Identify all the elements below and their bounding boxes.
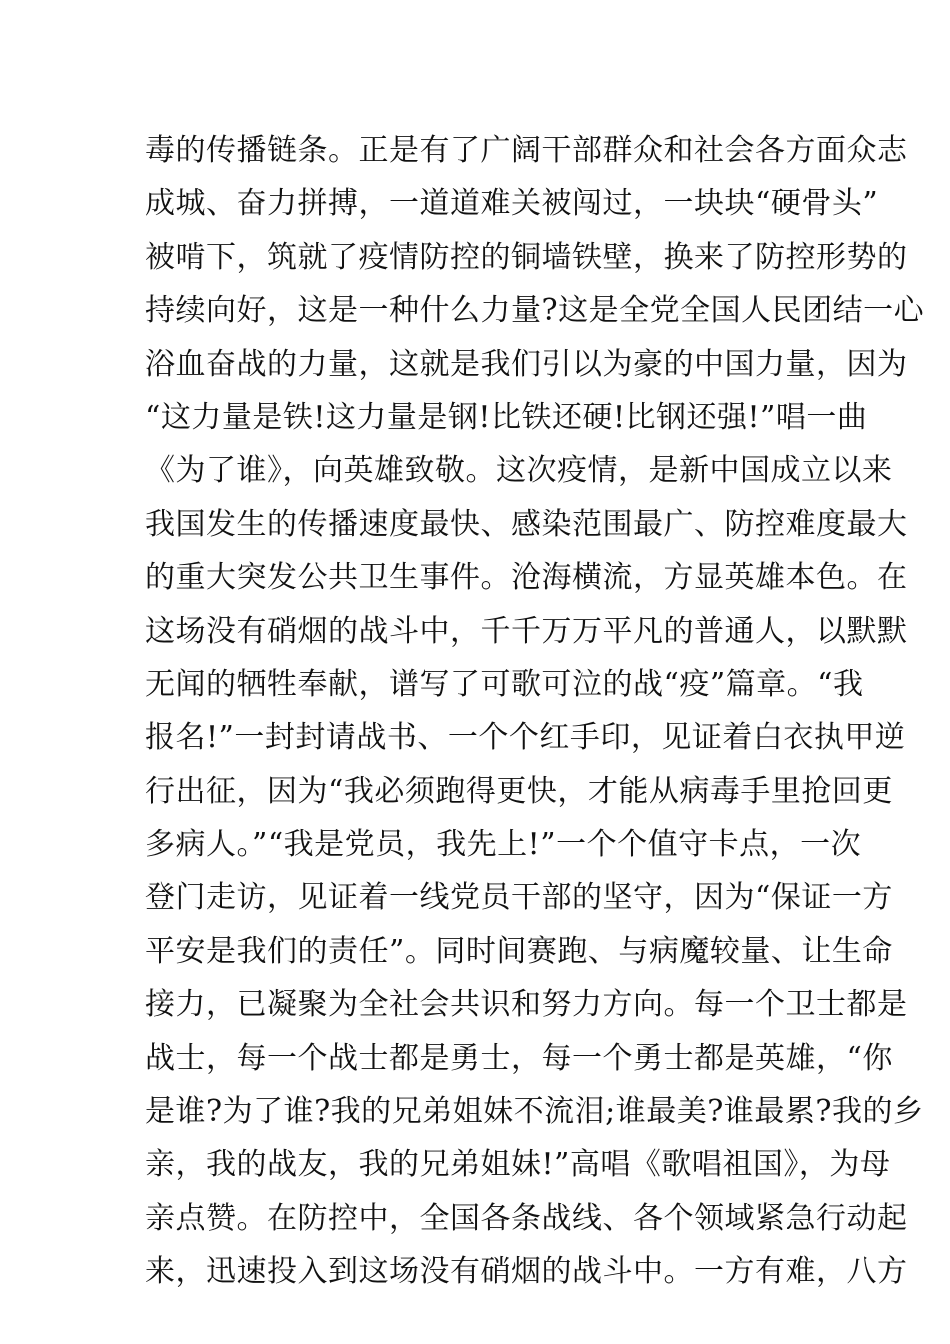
text-line: 登门走访，见证着一线党员干部的坚守，因为“保证一方 bbox=[145, 880, 893, 916]
text-line: 多病人。”“我是党员，我先上!”一个个值守卡点，一次 bbox=[145, 827, 862, 863]
text-line: “这力量是铁!这力量是钢!比铁还硬!比钢还强!”唱一曲 bbox=[145, 399, 868, 435]
text-line: 战士，每一个战士都是勇士，每一个勇士都是英雄，“你 bbox=[145, 1040, 893, 1076]
text-line: 的重大突发公共卫生事件。沧海横流，方显英雄本色。在 bbox=[145, 560, 908, 596]
text-line: 持续向好，这是一种什么力量?这是全党全国人民团结一心 bbox=[145, 293, 925, 329]
text-line: 浴血奋战的力量，这就是我们引以为豪的中国力量，因为 bbox=[145, 346, 908, 382]
text-line: 我国发生的传播速度最快、感染范围最广、防控难度最大 bbox=[145, 506, 908, 542]
body-text bbox=[145, 124, 925, 1299]
text-line: 成城、奋力拼搏，一道道难关被闯过，一块块“硬骨头” bbox=[145, 186, 879, 222]
text-line: 来，迅速投入到这场没有硝烟的战斗中。一方有难，八方 bbox=[145, 1254, 908, 1290]
text-line: 无闻的牺牲奉献，谱写了可歌可泣的战“疫”篇章。“我 bbox=[145, 666, 864, 702]
text-line: 这场没有硝烟的战斗中，千千万万平凡的普通人，以默默 bbox=[145, 613, 908, 649]
text-line: 平安是我们的责任”。同时间赛跑、与病魔较量、让生命 bbox=[145, 933, 893, 969]
text-line: 接力，已凝聚为全社会共识和努力方向。每一个卫士都是 bbox=[145, 987, 908, 1023]
text-line: 《为了谁》，向英雄致敬。这次疫情，是新中国成立以来 bbox=[145, 453, 893, 489]
text-line: 亲点赞。在防控中，全国各条战线、各个领域紧急行动起 bbox=[145, 1200, 908, 1236]
text-line: 被啃下，筑就了疫情防控的铜墙铁壁，换来了防控形势的 bbox=[145, 239, 908, 275]
text-line: 报名!”一封封请战书、一个个红手印，见证着白衣执甲逆 bbox=[145, 720, 906, 756]
text-line: 亲，我的战友，我的兄弟姐妹!”高唱《歌唱祖国》，为母 bbox=[145, 1147, 891, 1183]
text-line: 行出征，因为“我必须跑得更快，才能从病毒手里抢回更 bbox=[145, 773, 893, 809]
text-line: 毒的传播链条。正是有了广阔干部群众和社会各方面众志 bbox=[145, 133, 908, 168]
text-line: 是谁?为了谁?我的兄弟姐妹不流泪;谁最美?谁最累?我的乡 bbox=[145, 1094, 924, 1130]
